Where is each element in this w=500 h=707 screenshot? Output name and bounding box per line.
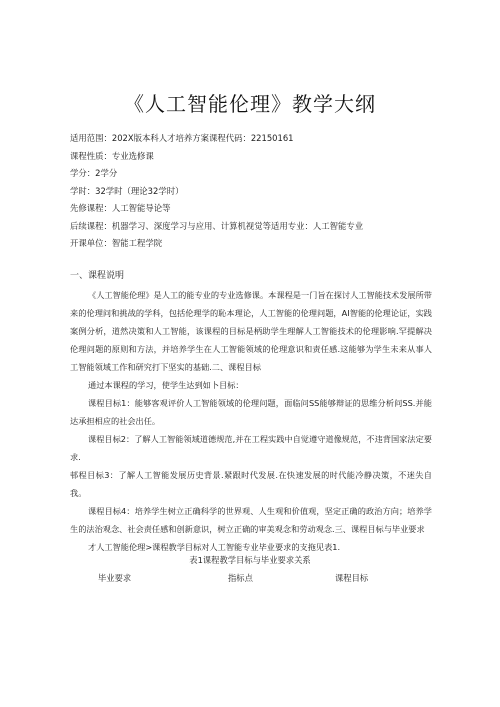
paragraph-goal-4: 课程目标4：培养学生树立正确科学的世界观、人生观和价值观，坚定正确的政治方向；培养学生的法治观念、社会责任感和创新意识，树立正确的审美观念和劳动观念.三、课程目标与毕业要求: [70, 506, 432, 534]
table-caption: 表1课程教学目标与毕业要求关系: [189, 555, 311, 565]
info-nature: 课程性质：专业选修课: [70, 150, 154, 161]
paragraph-goal-3: 邨程目标3：了解人工智能发展历史背景.紧跟时代发展.在快速发展的时代能冷静决策，不迷失自我。: [70, 470, 432, 498]
table-header-goal: 课程目标: [335, 573, 369, 583]
table-header-requirement: 毕业要求: [98, 573, 132, 583]
info-scope: 适用范围：202X版本科人才培养方案课程代码：22150161: [70, 133, 294, 143]
paragraph-goal-2: 课程目标2：了解人工智能领域道德规范,并在工程实践中自觉遵守道像规范，不违背国家法定要求.: [70, 434, 432, 462]
info-prerequisites: 先修课程：人工智能导论等: [70, 203, 171, 213]
section-heading-1: 一、课程说明: [70, 271, 125, 281]
paragraph-intro: 《人工智能伦理》是人工的能专业的专业选修课。本课程是一门旨在探讨人工智能技术发展所带来的伦理问和挑战的学科，包括伦理学的恥本理论，人工智能的伦理问题，AI智能的伦理论证，实践案例分析，道然决策和人工智能，该课程的目标是柄助学生理解人工智能技术的伦理影响.罕提解决伦理问题的原则和方法，并培养学生在人工智能领域的伦理意识和责任感.这能够为学生未来从事人工智能领域工作和研究打下坚实的基础.二、课程目标: [70, 290, 432, 372]
body-text: [70, 286, 432, 556]
info-department: 开课单位：智能工程学院: [70, 238, 163, 248]
document-title: 《人工智能伦理》教学大纲: [124, 92, 376, 116]
paragraph-table-intro: 才人工智能伦理>课程教学目标对人工智能专业毕业要求的支拖见表1.: [88, 542, 341, 552]
info-credits: 学分：2学分: [70, 168, 118, 178]
table-header-indicator: 指标点: [228, 573, 253, 583]
paragraph-goal-1: 课程目标1：能够客观评价人工智能领域的伦理问题，面临问SS能够辩证的思维分析问SS.并能达承担相应的社会出任。: [70, 398, 432, 426]
info-hours: 学时：32学时（理论32学时）: [70, 185, 184, 196]
info-followup: 后续课程：机器学习、深度学习与应用、计算机视觉等适用专业：人工智能专业: [70, 220, 364, 231]
paragraph-goals-lead: 通过本课程的学习，使学生达到如卜目标：: [88, 380, 244, 390]
course-info: [70, 130, 440, 253]
